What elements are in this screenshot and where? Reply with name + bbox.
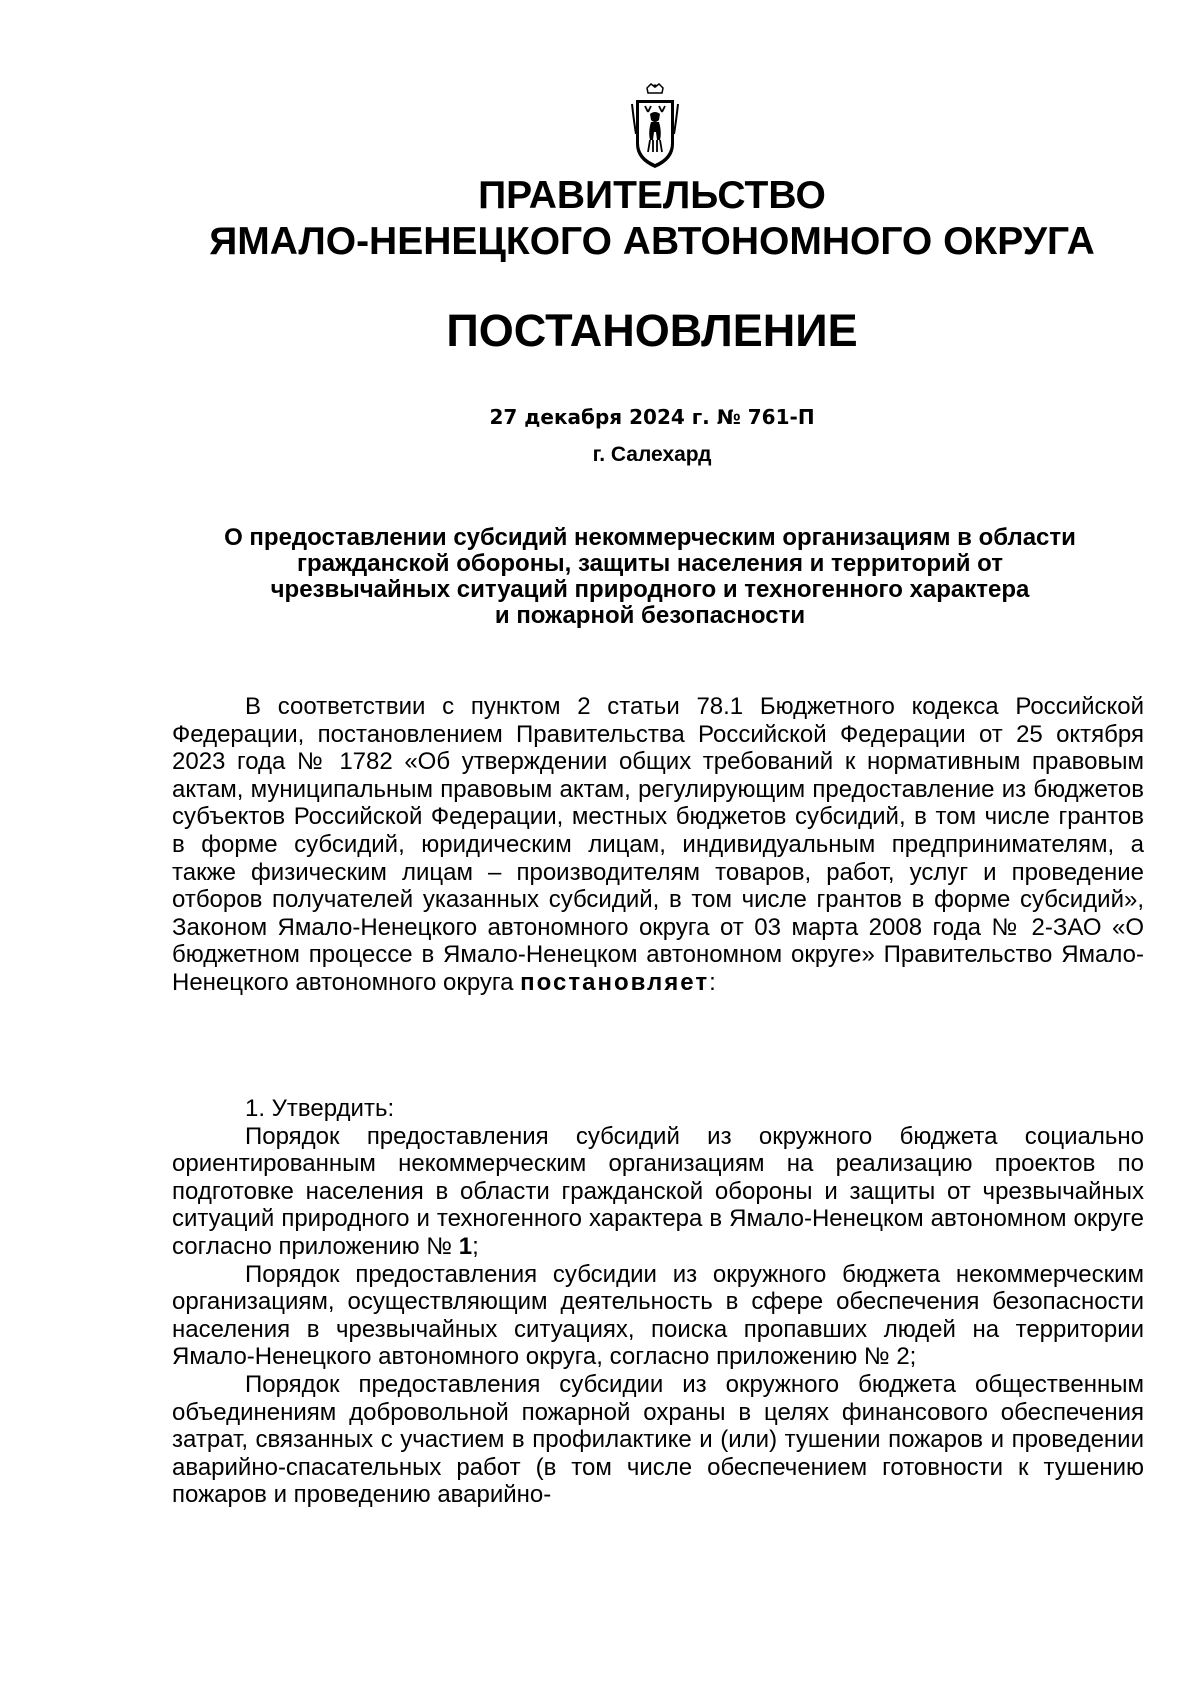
subject-line: чрезвычайных ситуаций природного и техногенного характера — [270, 576, 1030, 603]
document-city: г. Салехард — [592, 443, 712, 466]
order1-end: ; — [472, 1232, 479, 1260]
subject-line: и пожарной безопасности — [494, 602, 806, 629]
document-subject — [175, 525, 1125, 629]
order1-text: Порядок предоставления субсидий из окружного бюджета социально ориентированным некоммерческим организациям на реализацию проектов по подготовке населения в области гражданской обороны и защиты от чрезвычайных ситуаций природного и техногенного характера в Ямало-Ненецком автономном округе согласно приложению № — [172, 1122, 1144, 1260]
order2-paragraph: Порядок предоставления субсидии из окружного бюджета некоммерческим организациям, осуществляющим деятельность в сфере обеспечения безопасности населения в чрезвычайных ситуациях, поиска пропавших людей на территории Ямало-Ненецкого автономного округа, согласно приложению № 2; — [172, 1260, 1144, 1371]
order3-paragraph: Порядок предоставления субсидии из окружного бюджета общественным объединениям добровольной пожарной охраны в целях финансового обеспечения затрат, связанных с участием в профилактике и (или) тушении пожаров и проведении аварийно-спасательных работ (в том числе обеспечением готовности к тушению пожаров и проведению аварийно- — [172, 1370, 1144, 1509]
subject-line: О предоставлении субсидий некоммерческим организациям в области — [224, 524, 1076, 551]
government-title-line1: ПРАВИТЕЛЬСТВО — [478, 174, 826, 217]
decision-word: постановляет — [520, 968, 710, 996]
preamble-text: В соответствии с пунктом 2 статьи 78.1 Бюджетного кодекса Российской Федерации, постановлением Правительства Российской Федерации от 25 октября 2023 года № 1782 «Об утверждении общих требований к нормативным правовым актам, муниципальным правовым актам, регулирующим предоставление из бюджетов субъектов Российской Федерации, местных бюджетов субсидий, в том числе грантов в форме субсидий, юридическим лицам, индивидуальным предпринимателям, а также физическим лицам – производителям товаров, работ, услуг и проведение отборов получателей указанных субсидий, в том числе грантов в форме субсидий», Законом Ямало-Ненецкого автономного округа от 03 марта 2008 года № 2-ЗАО «О бюджетном процессе в Ямало-Ненецком автономном округе» Правительство Ямало-Ненецкого автономного округа — [172, 693, 1144, 996]
yamal-nenets-coat-of-arms-icon — [630, 82, 680, 172]
government-title-line2: ЯМАЛО-НЕНЕЦКОГО АВТОНОМНОГО ОКРУГА — [209, 220, 1095, 263]
item1-label: 1. Утвердить: — [245, 1095, 395, 1122]
document-type: ПОСТАНОВЛЕНИЕ — [446, 305, 858, 356]
decision-section — [172, 1095, 1144, 1509]
order1-paragraph — [172, 1123, 1144, 1261]
document-date-number: 27 декабря 2024 г. № 761-П — [489, 405, 815, 429]
subject-line: гражданской обороны, защиты населения и территорий от — [297, 550, 1003, 577]
preamble-paragraph — [172, 693, 1144, 997]
order1-number: 1 — [458, 1232, 473, 1260]
decision-punct: : — [709, 968, 716, 996]
